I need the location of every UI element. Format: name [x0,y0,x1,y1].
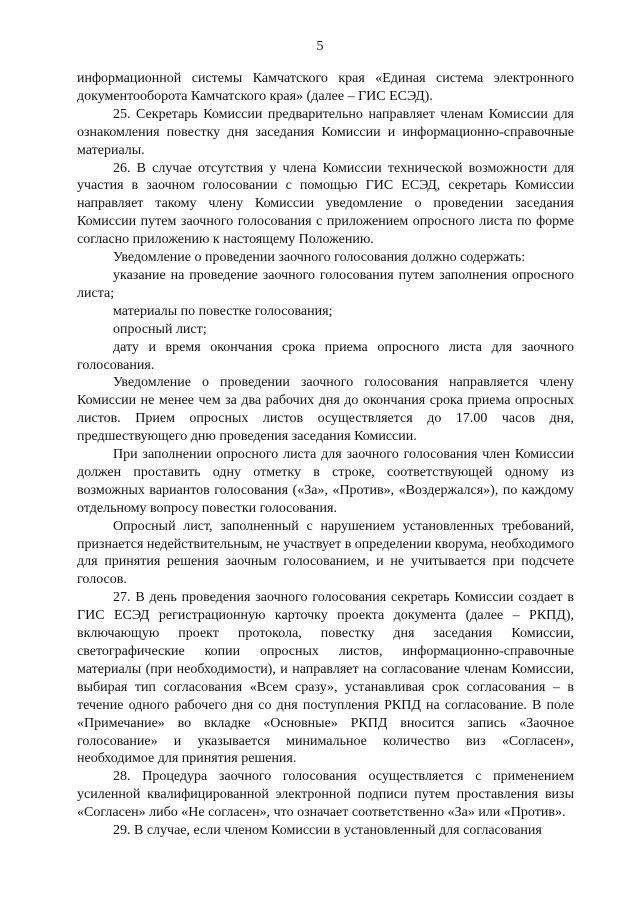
paragraph-item-28: 28. Процедура заочного голосования осуществляется с применением усиленной квалифицированной электронной подписи путем проставления визы «Согласен» либо «Не согласен», что означает соответственно «За» или «Против». [77,769,574,821]
list-item-deadline: дату и время окончания срока приема опросного листа для заочного голосования. [77,339,574,373]
paragraph-continuation: информационной системы Камчатского края «Единая система электронного документооборота Камчатского края» (далее – ГИС ЕСЭД). [77,71,574,104]
paragraph-filling-rules: При заполнении опросного листа для заочного голосования член Комиссии должен проставить одну отметку в строке, соответствующей одному из возможных вариантов голосования («За», «Против», «Воздержался»), по каждому отдельному вопросу повестки голосования. [77,447,574,516]
paragraph-notice-contents: Уведомление о проведении заочного голосования должно содержать: [113,250,526,266]
paragraph-item-26: 26. В случае отсутствия у члена Комиссии технической возможности для участия в заочном голосовании с помощью ГИС ЕСЭД, секретарь Комиссии направляет такому члену Комиссии уведомление о проведении заседания Комиссии путем заочного голосования с приложением опросного листа по форме согласно приложению к настоящему Положению. [77,160,574,248]
list-item-instruction: указание на проведение заочного голосования путем заполнения опросного листа; [77,267,574,301]
paragraph-item-25: 25. Секретарь Комиссии предварительно направляет членам Комиссии для ознакомления повестку дня заседания Комиссии и информационно-справочные материалы. [77,106,574,158]
list-item-questionnaire: опросный лист; [113,321,207,337]
document-body [77,70,574,840]
paragraph-notice-timing: Уведомление о проведении заочного голосования направляется члену Комиссии не менее чем за два рабочих дня до окончания срока приема опросных листов. Прием опросных листов осуществляется до 17.00 часов дня, предшествующего дню проведения заседания Комиссии. [77,375,574,445]
paragraph-invalid-questionnaire: Опросный лист, заполненный с нарушением установленных требований, признается недействительным, не участвует в определении кворума, необходимого для принятия решения заочным голосованием, и не учитывается при подсчете голосов. [77,518,574,588]
list-item-materials: материалы по повестке голосования; [113,303,333,319]
paragraph-item-29: 29. В случае, если членом Комиссии в установленный для согласования [113,823,542,839]
page-number: 5 [316,39,324,54]
paragraph-item-27: 27. В день проведения заочного голосования секретарь Комиссии создает в ГИС ЕСЭД регистрационную карточку проекта документа (далее – РКПД), включающую проект протокола, повестку дня заседания Комиссии, светографические копии опросных листов, информационно-справочные материалы (при необходимости), и направляет на согласование членам Комиссии, выбирая тип согласования «Всем сразу», устанавливая срок согласования – в течение одного рабочего дня со дня поступления РКПД на согласование. В поле «Примечание» во вкладке «Основные» РКПД вносится запись «Заочное голосование» и указывается минимальное количество виз «Согласен», необходимое для принятия решения. [77,590,574,767]
